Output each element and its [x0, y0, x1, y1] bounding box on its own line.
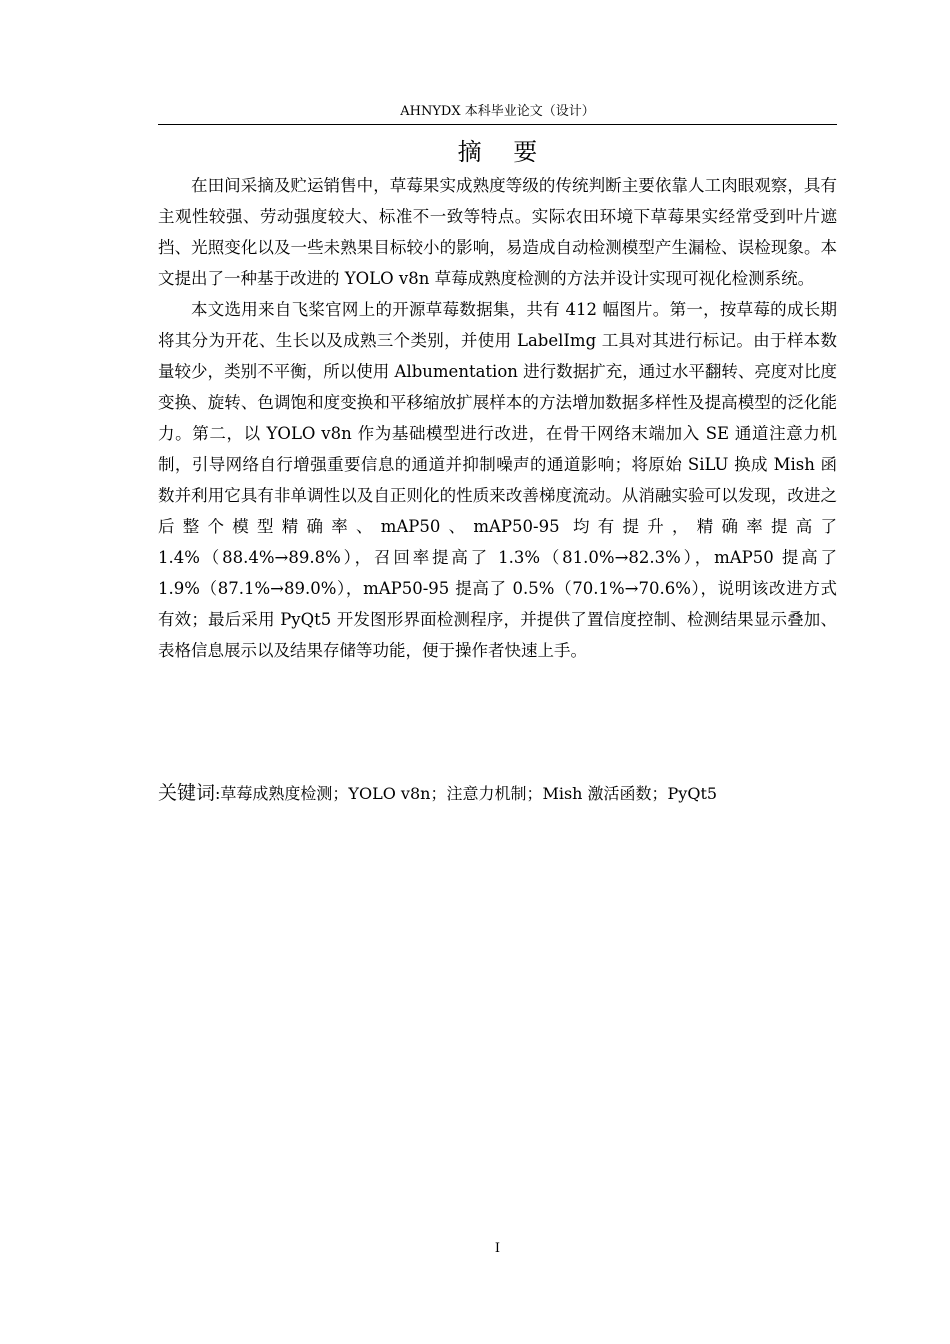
header-text: AHNYDX 本科毕业论文（设计） — [400, 104, 595, 119]
keywords-line — [158, 778, 837, 809]
abstract-title: 摘 要 — [457, 138, 550, 166]
abstract-paragraph-1: 在田间采摘及贮运销售中，草莓果实成熟度等级的传统判断主要依靠人工肉眼观察，具有主观性较强、劳动强度较大、标准不一致等特点。实际农田环境下草莓果实经常受到叶片遮挡、光照变化以及一些未熟果目标较小的影响，易造成自动检测模型产生漏检、误检现象。本文提出了一种基于改进的 YOLO v8n 草莓成熟度检测的方法并设计实现可视化检测系统。 — [158, 176, 837, 288]
abstract-body — [158, 170, 837, 666]
running-header — [158, 104, 837, 125]
keywords-separator: : — [215, 784, 221, 803]
page-number: I — [494, 1241, 501, 1256]
keywords-label: 关键词 — [158, 782, 216, 804]
abstract-paragraph-2: 本文选用来自飞桨官网上的开源草莓数据集，共有 412 幅图片。第一，按草莓的成长期将其分为开花、生长以及成熟三个类别，并使用 LabelImg 工具对其进行标记。由于样本数量较少，类别不平衡，所以使用 Albumentation 进行数据扩充，通过水平翻转、亮度对比度变换、旋转、色调饱和度变换和平移缩放扩展样本的方法增加数据多样性及提高模型的泛化能力。第二，以 YOLO v8n 作为基础模型进行改进，在骨干网络末端加入 SE 通道注意力机制，引导网络自行增强重要信息的通道并抑制噪声的通道影响；将原始 SiLU 换成 Mish 函数并利用它具有非单调性以及自正则化的性质来改善梯度流动。从消融实验可以发现，改进之后整个模型精确率、mAP50、mAP50-95 均有提升，精确率提高了 1.4%（88.4%→89.8%），召回率提高了 1.3%（81.0%→82.3%），mAP50 提高了 1.9%（87.1%→89.0%），mAP50-95 提高了 0.5%（70.1%→70.6%），说明该改进方式有效；最后采用 PyQt5 开发图形界面检测程序，并提供了置信度控制、检测结果显示叠加、表格信息展示以及结果存储等功能，便于操作者快速上手。 — [158, 300, 837, 660]
keywords-text: 草莓成熟度检测；YOLO v8n；注意力机制；Mish 激活函数；PyQt5 — [220, 784, 718, 803]
